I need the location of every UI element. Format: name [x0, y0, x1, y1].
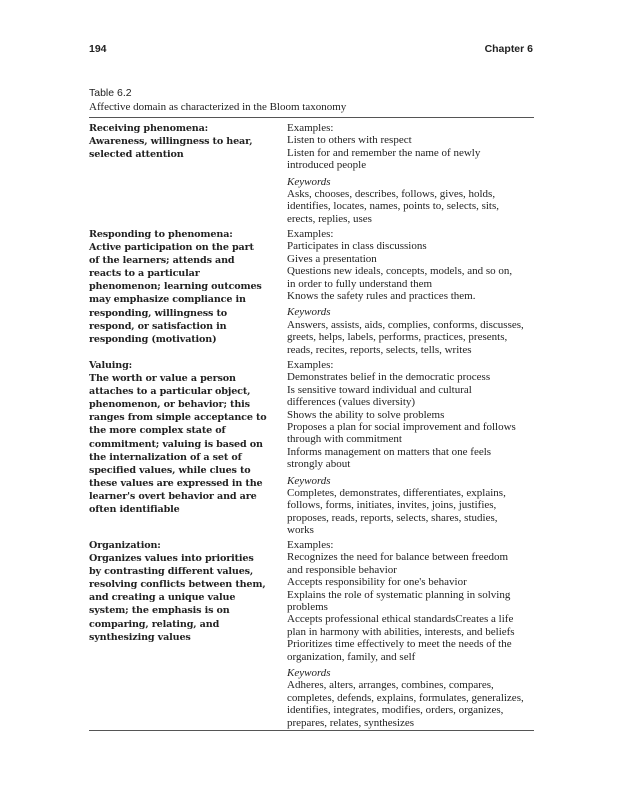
example-line: and responsible behavior [287, 563, 397, 576]
category-text-line: of the learners; attends and [89, 255, 235, 267]
keyword-line: identifies, integrates, modifies, orders, organizes, [287, 704, 504, 717]
keyword-line: prepares, relates, synthesizes [287, 716, 415, 729]
keyword-line: erects, replies, uses [287, 212, 372, 225]
category-text-line: comparing, relating, and [89, 618, 220, 630]
category-text-line: reacts to a particular [89, 268, 200, 280]
example-line: through with commitment [287, 433, 402, 446]
details-cell [287, 122, 535, 225]
page-number: 194 [89, 43, 107, 55]
category-text-line: Organizes values into priorities [89, 553, 254, 565]
category-text-line: selected attention [89, 149, 184, 161]
keyword-line: works [287, 524, 314, 537]
category-text-line: attaches to a particular object, [89, 386, 251, 398]
table-number: Table 6.2 [89, 87, 132, 99]
category-text-line: often identifiable [89, 504, 180, 516]
example-line: Proposes a plan for social improvement and follows [287, 421, 516, 434]
category-cell [89, 228, 279, 346]
example-line: Shows the ability to solve problems [287, 408, 445, 421]
category-text-line: Responding to phenomena: [89, 229, 233, 240]
category-text-line: respond, or satisfaction in [89, 320, 227, 332]
example-line: Recognizes the need for balance between freedom [287, 551, 509, 564]
keywords-label: Keywords [287, 306, 331, 319]
category-text-line: by contrasting different values, [89, 566, 254, 578]
category-text-line: phenomenon; learning outcomes [89, 281, 262, 293]
keyword-line: reads, recites, reports, selects, tells, writes [287, 343, 472, 356]
keyword-line: proposes, reads, reports, selects, shares, studies, [287, 511, 498, 524]
category-text-line: and creating a unique value [89, 592, 236, 604]
category-text-line: responding (motivation) [89, 333, 217, 345]
example-line: Informs management on matters that one feels [287, 445, 492, 458]
category-text-line: commitment; valuing is based on [89, 438, 263, 450]
example-line: plan in harmony with abilities, interests, and beliefs [287, 625, 515, 638]
example-line: Demonstrates belief in the democratic process [287, 371, 491, 384]
keyword-line: Asks, chooses, describes, follows, gives, holds, [287, 188, 496, 201]
category-text-line: phenomenon, or behavior; this [89, 399, 250, 411]
example-line: problems [287, 601, 328, 614]
category-text-line: the internalization of a set of [89, 451, 242, 463]
category-text-line: Valuing: [89, 360, 133, 371]
category-text-line: may emphasize compliance in [89, 294, 246, 306]
page-header [89, 43, 533, 57]
keywords-label: Keywords [287, 175, 331, 188]
keyword-line: completes, defends, explains, formulates, generalizes, [287, 691, 524, 704]
category-text-line: these values are expressed in the [89, 477, 263, 489]
category-text-line: learner's overt behavior and are [89, 490, 257, 502]
category-text-line: ranges from simple acceptance to [89, 412, 267, 424]
examples-label: Examples: [287, 122, 334, 134]
keyword-line: Completes, demonstrates, differentiates, explains, [287, 487, 506, 500]
category-text-line: The worth or value a person [89, 373, 236, 385]
example-line: Gives a presentation [287, 252, 377, 265]
category-text-line: Awareness, willingness to hear, [89, 136, 253, 148]
example-line: Questions new ideals, concepts, models, and so on, [287, 265, 513, 278]
example-line: organization, family, and self [287, 650, 416, 663]
keyword-line: Answers, assists, aids, complies, conforms, discusses, [287, 318, 524, 331]
keyword-line: greets, helps, labels, performs, practices, presents, [287, 331, 508, 344]
table-caption [89, 87, 533, 114]
example-line: Listen for and remember the name of newly [287, 146, 481, 159]
example-line: Knows the safety rules and practices them. [287, 290, 476, 303]
category-text-line: the more complex state of [89, 425, 226, 437]
example-line: Listen to others with respect [287, 134, 412, 147]
details-cell [287, 359, 535, 537]
table-bottom-rule [89, 730, 534, 731]
category-text-line: Receiving phenomena: [89, 123, 209, 134]
example-line: Accepts professional ethical standardsCreates a life [287, 613, 514, 626]
category-text-line: Active participation on the part [89, 242, 254, 254]
example-line: introduced people [287, 159, 367, 172]
category-text-line: Organization: [89, 540, 161, 551]
example-line: Prioritizes time effectively to meet the needs of the [287, 638, 512, 651]
table-top-rule [89, 117, 534, 118]
category-text-line: specified values, while clues to [89, 464, 251, 476]
details-cell [287, 539, 535, 729]
keyword-line: identifies, locates, names, points to, selects, sits, [287, 200, 500, 213]
example-line: Explains the role of systematic planning in solving [287, 588, 511, 601]
example-line: Is sensitive toward individual and cultural [287, 383, 472, 396]
example-line: Accepts responsibility for one's behavior [287, 576, 467, 589]
table-title: Affective domain as characterized in the Bloom taxonomy [89, 101, 347, 113]
example-line: in order to fully understand them [287, 277, 433, 290]
examples-label: Examples: [287, 228, 334, 240]
category-text-line: resolving conflicts between them, [89, 579, 266, 591]
examples-label: Examples: [287, 539, 334, 551]
category-text-line: synthesizing values [89, 631, 191, 643]
example-line: Participates in class discussions [287, 240, 427, 253]
category-text-line: system; the emphasis is on [89, 605, 230, 617]
category-cell [89, 122, 279, 161]
details-cell [287, 228, 535, 356]
keywords-label: Keywords [287, 474, 331, 487]
category-cell [89, 359, 279, 516]
keywords-label: Keywords [287, 667, 331, 680]
keyword-line: Adheres, alters, arranges, combines, compares, [287, 679, 494, 692]
keyword-line: follows, forms, initiates, invites, joins, justifies, [287, 499, 497, 512]
category-cell [89, 539, 279, 644]
category-text-line: responding, willingness to [89, 307, 228, 319]
examples-label: Examples: [287, 359, 334, 371]
example-line: differences (values diversity) [287, 396, 416, 409]
chapter-label: Chapter 6 [484, 43, 533, 55]
example-line: strongly about [287, 458, 351, 471]
